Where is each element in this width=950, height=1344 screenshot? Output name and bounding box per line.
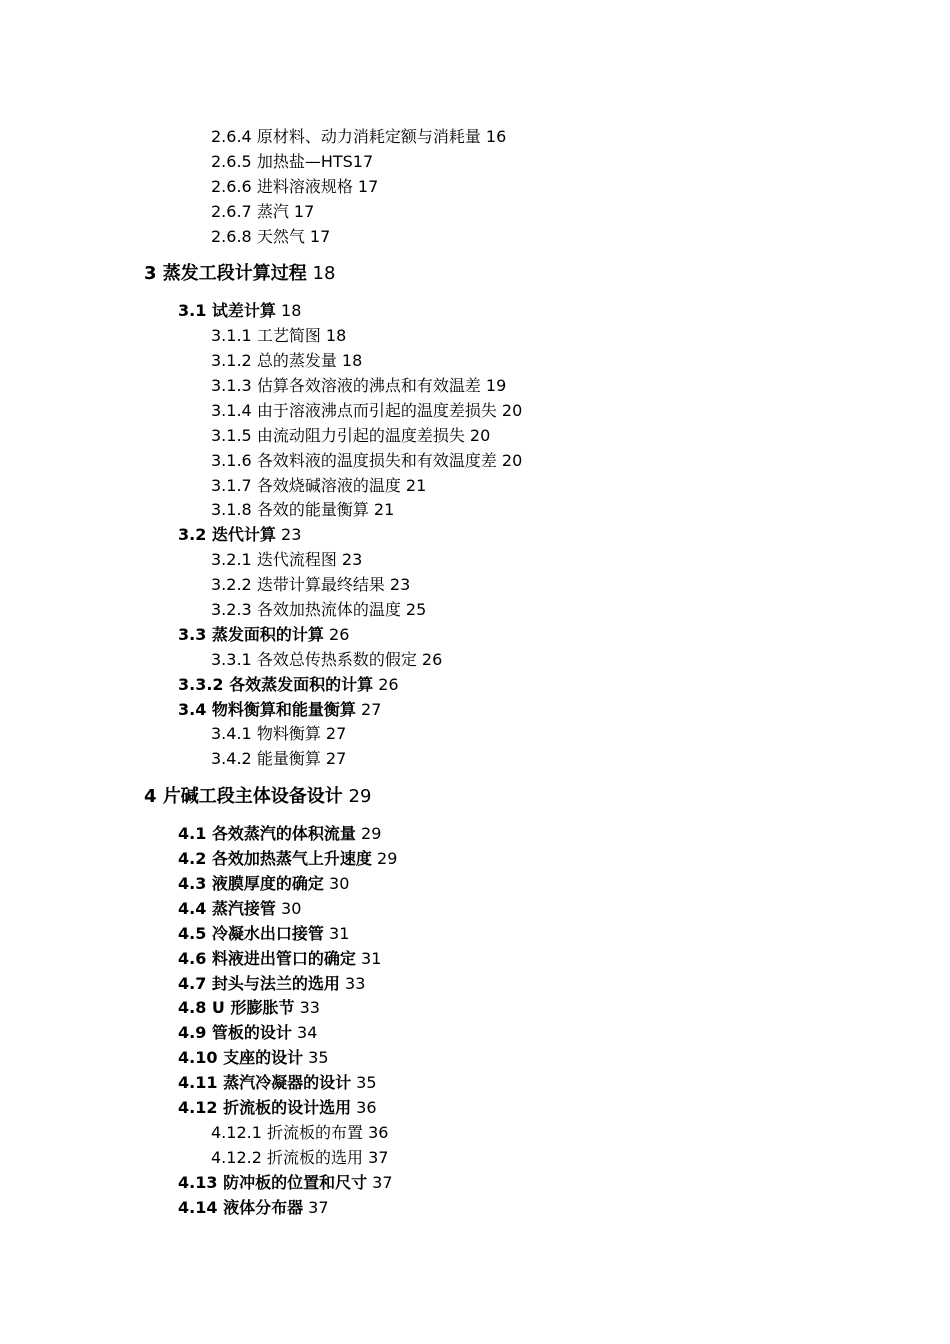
toc-entry-heading <box>178 899 276 918</box>
toc-entry-page-number: 25 <box>405 600 427 620</box>
toc-entry-number: 3.4 <box>178 699 207 719</box>
toc-entry-heading <box>211 724 321 743</box>
toc-entry-title: 各效蒸汽的体积流量 <box>211 824 356 844</box>
toc-entry-heading <box>144 263 307 284</box>
toc-entry-title: 料液进出管口的确定 <box>211 948 356 968</box>
toc-entry-page-number: 21 <box>405 475 427 495</box>
toc-entry-number: 4.7 <box>178 973 207 993</box>
toc-entry-heading <box>178 1098 351 1117</box>
toc-entry-page-number: 17 <box>309 226 331 246</box>
toc-entry-level-3[interactable] <box>0 573 950 598</box>
toc-entry-level-3[interactable] <box>0 200 950 225</box>
toc-entry-title: 蒸汽冷凝器的设计 <box>223 1073 352 1093</box>
toc-entry-number: 2.6.5 <box>211 151 252 171</box>
toc-entry-heading <box>178 949 356 968</box>
toc-entry-heading <box>178 1173 367 1192</box>
toc-entry-title: 液体分布器 <box>223 1197 304 1217</box>
toc-entry-title: 防冲板的位置和尺寸 <box>223 1172 368 1192</box>
toc-entry-number: 4.12.2 <box>211 1147 262 1167</box>
toc-entry-page-number: 27 <box>325 749 347 769</box>
toc-entry-title: 天然气 <box>256 226 305 246</box>
toc-entry-number: 4.10 <box>178 1048 218 1068</box>
toc-entry-number: 3.3.1 <box>211 649 252 669</box>
toc-entry-number: 3.1.8 <box>211 500 252 520</box>
toc-entry-level-2[interactable] <box>0 922 950 947</box>
toc-entry-heading <box>211 476 401 495</box>
toc-entry-heading <box>211 550 337 569</box>
toc-entry-number: 3.1.4 <box>211 400 252 420</box>
toc-entry-level-3[interactable] <box>0 399 950 424</box>
toc-entry-heading <box>211 1123 363 1142</box>
toc-entry-number: 3.1.5 <box>211 425 252 445</box>
toc-entry-level-3[interactable] <box>0 125 950 150</box>
toc-entry-level-2[interactable] <box>0 1196 950 1221</box>
toc-entry-title: 各效加热蒸气上升速度 <box>211 849 372 869</box>
toc-entry-page-number: 16 <box>485 127 507 146</box>
toc-entry-number: 3.1.2 <box>211 351 252 371</box>
toc-entry-level-3[interactable] <box>0 747 950 772</box>
toc-entry-page-number: 30 <box>329 873 350 893</box>
toc-entry-title: 由流动阻力引起的温度差损失 <box>256 425 465 445</box>
toc-entry-page-number: 26 <box>378 674 399 694</box>
toc-entry-level-2[interactable] <box>0 1096 950 1121</box>
toc-entry-title: 估算各效溶液的沸点和有效温差 <box>256 376 481 396</box>
toc-entry-page-number: 26 <box>329 624 350 644</box>
toc-entry-level-1[interactable] <box>0 785 950 810</box>
toc-entry-level-2[interactable] <box>0 972 950 997</box>
toc-entry-heading <box>178 1198 303 1217</box>
toc-entry-title: 迭带计算最终结果 <box>256 575 385 595</box>
toc-entry-number: 3.1.7 <box>211 475 252 495</box>
toc-entry-page-number: 17 <box>352 151 374 171</box>
toc-entry-number: 3.2 <box>178 525 207 545</box>
toc-entry-level-3[interactable] <box>0 175 950 200</box>
toc-entry-heading <box>211 749 321 768</box>
toc-entry-title: 物料衡算 <box>256 724 321 744</box>
toc-entry-heading <box>211 1148 363 1167</box>
toc-entry-level-2[interactable] <box>0 996 950 1021</box>
toc-entry-heading <box>178 924 324 943</box>
toc-entry-number: 2.6.4 <box>211 127 252 146</box>
toc-entry-title: 进料溶液规格 <box>256 176 353 196</box>
toc-entry-level-3[interactable] <box>0 1121 950 1146</box>
toc-entry-heading <box>211 326 321 345</box>
toc-entry-level-3[interactable] <box>0 474 950 499</box>
toc-entry-title: 加热盐—HTS <box>256 151 353 171</box>
toc-entry-page-number: 23 <box>389 575 411 595</box>
toc-entry-number: 4.6 <box>178 948 207 968</box>
toc-entry-page-number: 35 <box>356 1073 377 1093</box>
toc-entry-heading <box>211 575 385 594</box>
toc-entry-number: 3.3 <box>178 624 207 644</box>
toc-entry-number: 3.1.1 <box>211 326 252 346</box>
toc-entry-level-3[interactable] <box>0 150 950 175</box>
toc-entry-title: 折流板的设计选用 <box>223 1097 352 1117</box>
toc-entry-title: 片碱工段主体设备设计 <box>162 786 343 808</box>
toc-entry-heading <box>178 1073 351 1092</box>
toc-entry-level-3[interactable] <box>0 449 950 474</box>
toc-entry-heading <box>211 227 305 246</box>
toc-entry-heading <box>211 426 465 445</box>
toc-entry-page-number: 26 <box>421 649 443 669</box>
toc-entry-title: U 形膨胀节 <box>211 998 295 1018</box>
toc-entry-title: 支座的设计 <box>223 1048 304 1068</box>
toc-entry-page-number: 31 <box>329 923 350 943</box>
toc-entry-title: 蒸发工段计算过程 <box>162 263 307 285</box>
toc-entry-heading <box>178 849 372 868</box>
toc-entry-heading <box>178 1023 292 1042</box>
toc-entry-heading <box>178 998 295 1017</box>
toc-entry-heading <box>211 202 289 221</box>
toc-entry-page-number: 29 <box>377 849 398 869</box>
toc-entry-page-number: 37 <box>372 1172 393 1192</box>
toc-entry-title: 液膜厚度的确定 <box>211 873 324 893</box>
toc-entry-title: 各效烧碱溶液的温度 <box>256 475 401 495</box>
toc-entry-number: 4.13 <box>178 1172 218 1192</box>
toc-entry-page-number: 29 <box>361 824 382 844</box>
toc-entry-page-number: 36 <box>356 1097 377 1117</box>
toc-entry-level-2[interactable] <box>0 299 950 324</box>
toc-entry-number: 3.2.2 <box>211 575 252 595</box>
toc-entry-level-3[interactable] <box>0 548 950 573</box>
toc-entry-level-3[interactable] <box>0 424 950 449</box>
toc-entry-level-3[interactable] <box>0 598 950 623</box>
toc-entry-heading <box>178 525 276 544</box>
toc-entry-number: 2.6.7 <box>211 201 252 221</box>
toc-entry-title: 折流板的布置 <box>266 1122 363 1142</box>
toc-entry-heading <box>211 376 481 395</box>
toc-entry-level-2[interactable] <box>0 673 950 698</box>
toc-entry-number: 3 <box>144 263 163 285</box>
toc-entry-level-3[interactable] <box>0 648 950 673</box>
toc-entry-heading <box>211 152 353 171</box>
toc-entry-heading <box>211 600 401 619</box>
toc-entry-title: 能量衡算 <box>256 749 321 769</box>
table-of-contents <box>0 125 950 1220</box>
toc-entry-level-2[interactable] <box>0 1171 950 1196</box>
toc-entry-page-number: 30 <box>281 898 302 918</box>
toc-entry-level-3[interactable] <box>0 349 950 374</box>
toc-entry-title: 各效加热流体的温度 <box>256 600 401 620</box>
toc-entry-title: 管板的设计 <box>211 1023 292 1043</box>
toc-entry-number: 3.2.3 <box>211 600 252 620</box>
toc-entry-page-number: 34 <box>297 1023 318 1043</box>
toc-entry-heading <box>211 500 369 519</box>
toc-entry-number: 3.1.6 <box>211 450 252 470</box>
toc-entry-number: 2.6.6 <box>211 176 252 196</box>
toc-entry-heading <box>178 1048 303 1067</box>
toc-entry-title: 试差计算 <box>211 301 276 321</box>
toc-entry-level-3[interactable] <box>0 225 950 250</box>
toc-entry-heading <box>211 650 417 669</box>
toc-entry-title: 由于溶液沸点而引起的温度差损失 <box>256 400 497 420</box>
toc-entry-title: 原材料、动力消耗定额与消耗量 <box>256 127 481 146</box>
toc-entry-page-number: 36 <box>368 1122 389 1142</box>
toc-entry-page-number: 19 <box>485 376 507 396</box>
toc-entry-number: 4.3 <box>178 873 207 893</box>
toc-entry-page-number: 31 <box>361 948 382 968</box>
toc-entry-title: 各效的能量衡算 <box>256 500 369 520</box>
toc-entry-number: 4.12.1 <box>211 1122 262 1142</box>
toc-entry-page-number: 21 <box>373 500 395 520</box>
toc-entry-page-number: 37 <box>308 1197 329 1217</box>
toc-entry-page-number: 37 <box>368 1147 389 1167</box>
toc-entry-level-3[interactable] <box>0 1146 950 1171</box>
toc-entry-page-number: 23 <box>341 550 363 570</box>
toc-entry-heading <box>178 824 356 843</box>
toc-entry-title: 冷凝水出口接管 <box>211 923 324 943</box>
toc-entry-level-2[interactable] <box>0 1046 950 1071</box>
toc-entry-number: 4.12 <box>178 1097 218 1117</box>
toc-entry-page-number: 33 <box>299 998 320 1018</box>
toc-entry-level-2[interactable] <box>0 1071 950 1096</box>
toc-entry-number: 4.8 <box>178 998 207 1018</box>
toc-entry-heading <box>178 974 340 993</box>
toc-entry-heading <box>178 675 373 694</box>
toc-entry-page-number: 17 <box>357 176 379 196</box>
toc-entry-title: 迭代计算 <box>211 525 276 545</box>
toc-entry-page-number: 27 <box>361 699 382 719</box>
toc-entry-page-number: 20 <box>469 425 491 445</box>
toc-entry-title: 蒸汽接管 <box>211 898 276 918</box>
toc-entry-title: 迭代流程图 <box>256 550 337 570</box>
toc-entry-page-number: 18 <box>325 326 347 346</box>
toc-entry-number: 3.1 <box>178 301 207 321</box>
toc-entry-number: 3.2.1 <box>211 550 252 570</box>
toc-entry-number: 4.5 <box>178 923 207 943</box>
toc-entry-title: 总的蒸发量 <box>256 351 337 371</box>
toc-entry-level-2[interactable] <box>0 897 950 922</box>
toc-entry-level-2[interactable] <box>0 1021 950 1046</box>
toc-entry-number: 3.1.3 <box>211 376 252 396</box>
toc-entry-title: 各效蒸发面积的计算 <box>229 674 374 694</box>
toc-entry-level-3[interactable] <box>0 722 950 747</box>
toc-entry-number: 4 <box>144 786 157 808</box>
toc-entry-page-number: 17 <box>293 201 315 221</box>
toc-entry-heading <box>144 786 343 807</box>
toc-entry-number: 4.11 <box>178 1073 218 1093</box>
toc-entry-level-3[interactable] <box>0 498 950 523</box>
toc-entry-title: 各效料液的温度损失和有效温度差 <box>256 450 497 470</box>
toc-entry-level-2[interactable] <box>0 872 950 897</box>
toc-entry-heading <box>211 451 497 470</box>
toc-entry-page-number: 20 <box>501 400 523 420</box>
toc-entry-title: 各效总传热系数的假定 <box>256 649 417 669</box>
toc-entry-title: 蒸汽 <box>256 201 289 221</box>
toc-entry-title: 物料衡算和能量衡算 <box>211 699 356 719</box>
toc-entry-title: 蒸发面积的计算 <box>211 624 324 644</box>
toc-entry-heading <box>211 401 497 420</box>
toc-entry-number: 4.4 <box>178 898 207 918</box>
toc-entry-page-number: 29 <box>348 786 372 808</box>
toc-entry-level-2[interactable] <box>0 822 950 847</box>
toc-entry-level-1[interactable] <box>0 262 950 287</box>
toc-entry-page-number: 27 <box>325 724 347 744</box>
toc-entry-page-number: 18 <box>281 301 302 321</box>
toc-entry-heading <box>178 301 276 320</box>
toc-entry-page-number: 18 <box>341 351 363 371</box>
toc-entry-level-3[interactable] <box>0 324 950 349</box>
toc-entry-number: 3.4.1 <box>211 724 252 744</box>
toc-entry-level-2[interactable] <box>0 947 950 972</box>
toc-entry-page-number: 35 <box>308 1048 329 1068</box>
toc-entry-title: 折流板的选用 <box>266 1147 363 1167</box>
toc-entry-title: 封头与法兰的选用 <box>211 973 340 993</box>
toc-entry-heading <box>211 351 337 370</box>
toc-entry-page-number: 18 <box>312 263 336 285</box>
toc-entry-level-2[interactable] <box>0 698 950 723</box>
toc-entry-number: 3.4.2 <box>211 749 252 769</box>
toc-entry-number: 4.9 <box>178 1023 207 1043</box>
toc-entry-heading <box>178 700 356 719</box>
toc-entry-heading <box>211 127 481 146</box>
toc-entry-page-number: 33 <box>345 973 366 993</box>
toc-entry-title: 工艺简图 <box>256 326 321 346</box>
toc-entry-heading <box>211 177 353 196</box>
toc-entry-number: 4.14 <box>178 1197 218 1217</box>
toc-entry-number: 4.1 <box>178 824 207 844</box>
toc-entry-number: 2.6.8 <box>211 226 252 246</box>
toc-entry-level-2[interactable] <box>0 523 950 548</box>
toc-entry-heading <box>178 625 324 644</box>
toc-entry-number: 4.2 <box>178 849 207 869</box>
toc-entry-heading <box>178 874 324 893</box>
toc-entry-page-number: 20 <box>501 450 523 470</box>
toc-entry-level-2[interactable] <box>0 847 950 872</box>
toc-entry-level-3[interactable] <box>0 374 950 399</box>
toc-entry-level-2[interactable] <box>0 623 950 648</box>
toc-entry-number: 3.3.2 <box>178 674 224 694</box>
toc-entry-page-number: 23 <box>281 525 302 545</box>
